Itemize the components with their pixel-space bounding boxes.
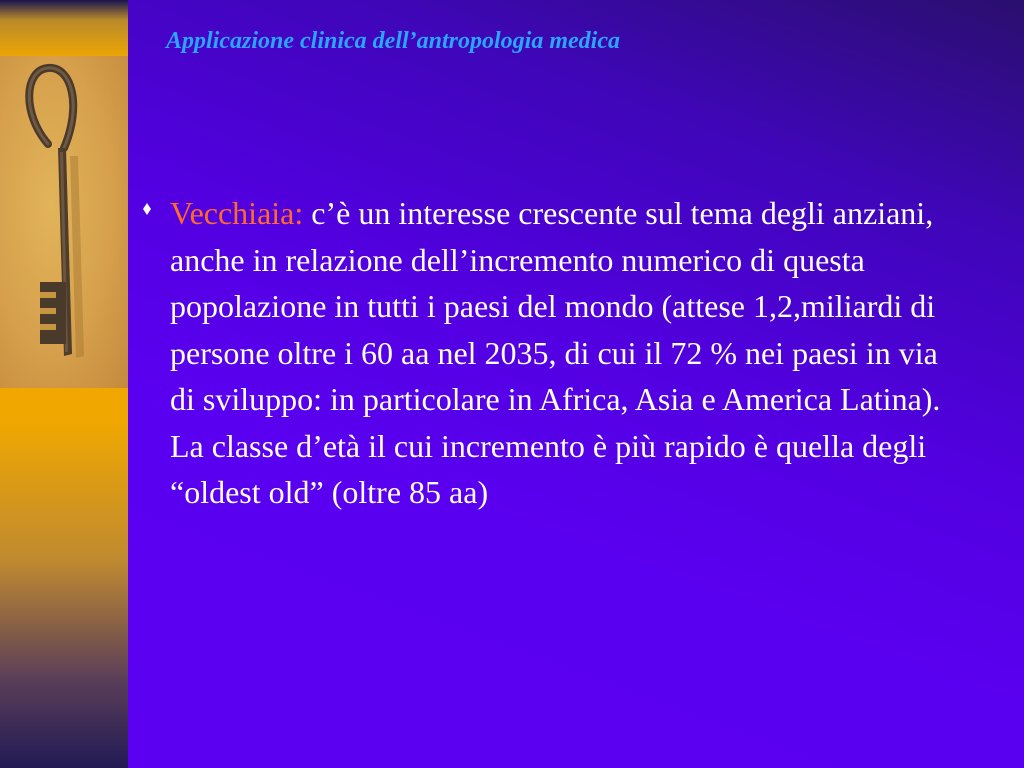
slide-title: Applicazione clinica dell’antropologia medica — [166, 28, 620, 54]
bullet-body: c’è un interesse crescente sul tema degli anziani, anche in relazione dell’incremento numerico di questa popolazione in tutti i paesi del mondo (attese 1,2,miliardi di persone oltre i 60 aa nel 2035, di cui il 72 % nei paesi in via di sviluppo: in particolare in Africa, Asia e America Latina). La classe d’età il cui incremento è più rapido è quella degli “oldest old” (oltre 85 aa) — [170, 195, 941, 510]
bullet-text — [170, 190, 970, 516]
diamond-icon — [138, 200, 156, 218]
key-image — [0, 56, 128, 388]
key-icon — [0, 56, 128, 388]
bullet-term: Vecchiaia: — [170, 195, 304, 231]
